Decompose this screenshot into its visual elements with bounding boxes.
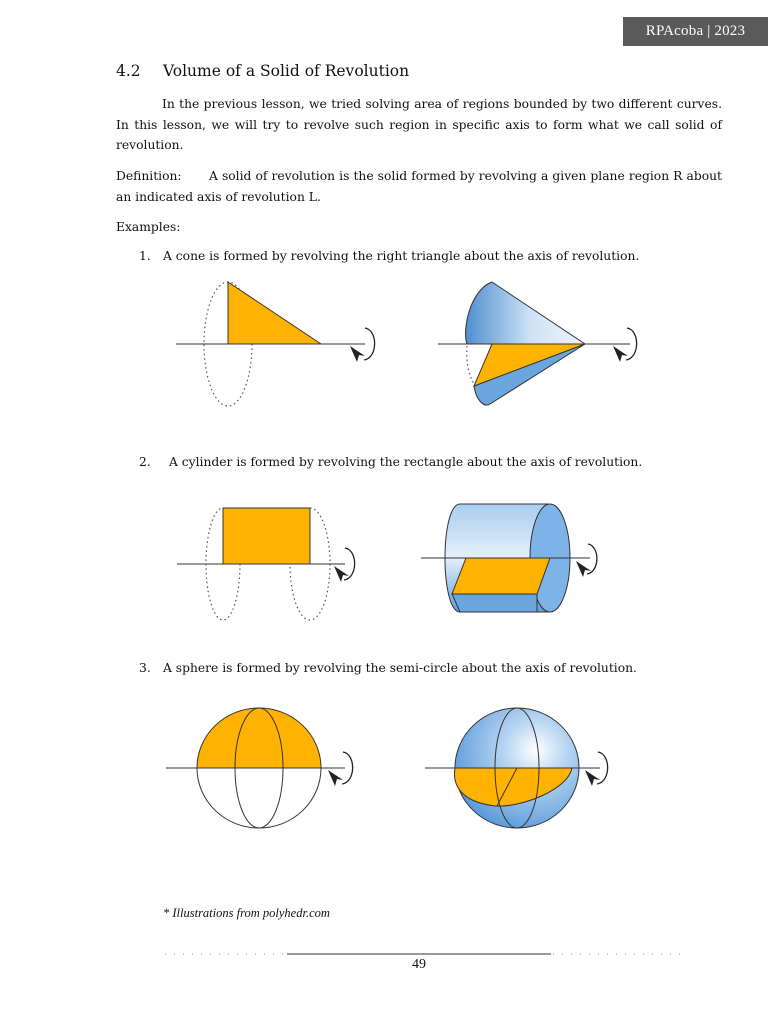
cylinder-solid-figure [421, 504, 597, 612]
header-tag: RPAcoba | 2023 [623, 17, 768, 46]
right-triangle-region [228, 282, 321, 344]
sphere-region-figure [166, 708, 353, 828]
revolution-path [467, 346, 474, 384]
example-3-text: A sphere is formed by revolving the semi-circle about the axis of revolution. [163, 661, 637, 675]
section-title-text: Volume of a Solid of Revolution [163, 62, 410, 80]
cylinder-region-figure [177, 508, 355, 620]
page-number: 49 [412, 957, 426, 972]
example-3-number: 3. [139, 661, 151, 675]
intro-paragraph: In the previous lesson, we tried solving area of regions bounded by two different curves. In this lesson, we will try to revolve such region in specific axis to form what we call solid of revolution. [116, 97, 722, 153]
rotation-arrow-icon [364, 328, 375, 360]
footer-rule [165, 945, 685, 957]
pointer-arrow-icon [576, 561, 591, 577]
pointer-arrow-icon [613, 346, 628, 362]
example-2-number: 2. [139, 455, 151, 469]
cone-region-figure [176, 282, 375, 406]
section-number: 4.2 [116, 62, 141, 80]
cross-section-thickness [452, 594, 537, 612]
illustration-credit: * Illustrations from polyhedr.com [163, 906, 330, 920]
triangle-cross-section [474, 344, 585, 386]
pointer-arrow-icon [350, 346, 365, 362]
rectangle-region [223, 508, 310, 564]
cone-surface [466, 282, 585, 344]
definition-label: Definition: [116, 169, 182, 183]
example-2-text: A cylinder is formed by revolving the rectangle about the axis of revolution. [169, 455, 643, 469]
example-1-text: A cone is formed by revolving the right triangle about the axis of revolution. [163, 249, 640, 263]
sphere-solid-figure [425, 708, 608, 828]
definition-text: A solid of revolution is the solid formed by revolving a given plane region R about an indicated axis of revolution L. [116, 169, 722, 204]
rectangle-cross-section [452, 558, 550, 594]
example-1-number: 1. [139, 249, 151, 263]
pointer-arrow-icon [328, 770, 343, 786]
lower-half-outline [197, 768, 321, 828]
examples-label: Examples: [116, 220, 181, 234]
cone-solid-figure [438, 282, 637, 405]
semi-circle-region [197, 708, 321, 768]
